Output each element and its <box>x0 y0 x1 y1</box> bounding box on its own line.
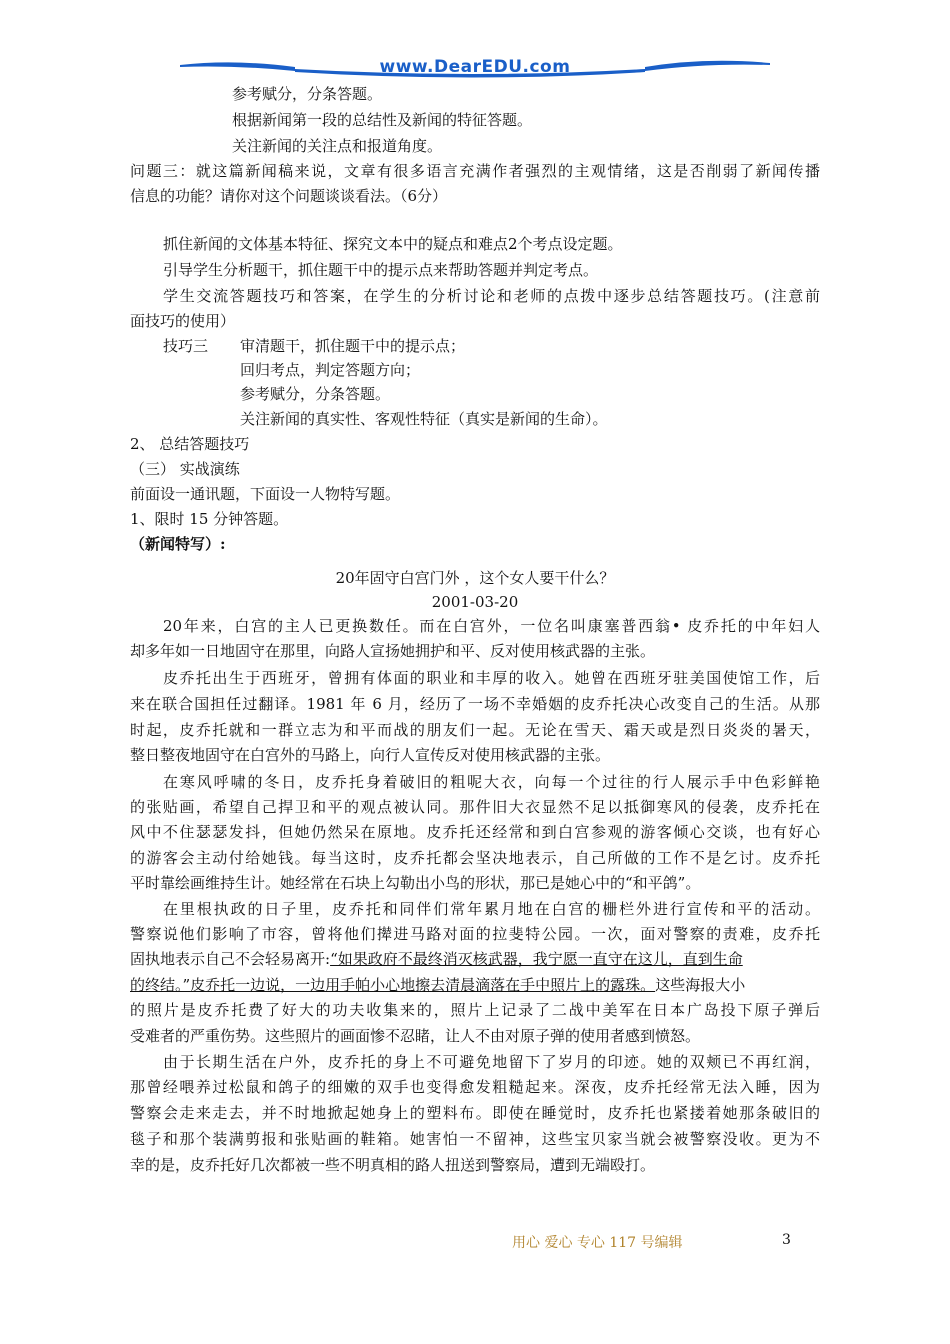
section-heading: 2、 总结答题技巧 <box>130 435 250 453</box>
underlined-quote: “如果政府不最终消灭核武器，我宁愿一直守在这儿，直到生命 <box>330 950 743 968</box>
paragraph-text: 这些海报大小 <box>655 976 746 994</box>
paragraph-line: 受难者的严重伤势。这些照片的画面惨不忍睹，让人不由对原子弹的使用者感到愤怒。 <box>130 1027 701 1045</box>
paragraph-line <box>130 975 820 995</box>
underlined-quote: 的终结。”皮乔托一边说，一边用手帕小心地擦去清晨滴落在手中照片上的露珠。 <box>130 976 656 994</box>
text-line: 1、限时 15 分钟答题。 <box>130 510 289 528</box>
quote-intro: 固执地表示自己不会轻易离开: <box>130 950 331 968</box>
article-title: 20年固守白宫门外 ，这个女人要干什么？ <box>335 569 615 587</box>
text-line: 抓住新闻的文体基本特征、探究文本中的疑点和难点2个考点设定题。 <box>163 235 623 253</box>
paragraph-line: 在寒风呼啸的冬日，皮乔托身着破旧的粗呢大衣，向每一个过往的行人展示手中色彩鲜艳 <box>163 773 820 791</box>
text-line: 面技巧的使用） <box>130 312 236 330</box>
paragraph-line: 的张贴画，希望自己捍卫和平的观点被认同。那件旧大衣显然不足以抵御寒风的侵袭，皮乔托在 <box>130 798 820 816</box>
article-date: 2001-03-20 <box>431 593 519 611</box>
paragraph-line: 幸的是，皮乔托好几次都被一些不明真相的路人扭送到警察局，遭到无端殴打。 <box>130 1156 656 1174</box>
paragraph-line: 整日整夜地固守在白宫外的马路上，向行人宣传反对使用核武器的主张。 <box>130 746 611 764</box>
paragraph-line: 的照片是皮乔托费了好大的功夫收集来的，照片上记录了二战中美军在日本广岛投下原子弹后 <box>130 1001 820 1019</box>
text-line: 审清题干，抓住题干中的提示点； <box>240 337 466 355</box>
paragraph-line: 平时靠绘画维持生计。她经常在石块上勾勒出小鸟的形状，那已是她心中的“和平鸽”。 <box>130 874 701 892</box>
paragraph-line: 来在联合国担任过翻译。1981 年 6 月，经历了一场不幸婚姻的皮乔托决心改变自己的生活。从那 <box>130 695 820 713</box>
text-line: 参考赋分，分条答题。 <box>240 385 391 403</box>
question-three: 问题三：就这篇新闻稿来说，文章有很多语言充满作者强烈的主观情绪，这是否削弱了新闻传播 <box>130 162 820 180</box>
paragraph-line: 风中不住瑟瑟发抖，但她仍然呆在原地。皮乔托还经常和到白宫参观的游客倾心交谈，也有好心 <box>130 823 820 841</box>
paragraph-line: 时起，皮乔托就和一群立志为和平而战的朋友们一起。无论在雪天、霜天或是烈日炎炎的暑天， <box>130 721 820 739</box>
paragraph-line: 警察会走来走去，并不时地掀起她身上的塑料布。即使在睡觉时，皮乔托也紧搂着她那条破旧的 <box>130 1104 820 1122</box>
text-line: 学生交流答题技巧和答案，在学生的分析讨论和老师的点拨中逐步总结答题技巧。(注意前 <box>163 287 820 305</box>
paragraph-line: 20年来，白宫的主人已更换数任。而在白宫外，一位名叫康塞普西翁• 皮乔托的中年妇人 <box>163 617 820 635</box>
paragraph-line: 皮乔托出生于西班牙，曾拥有体面的职业和丰厚的收入。她曾在西班牙驻美国使馆工作，后 <box>163 669 820 687</box>
text-line: 信息的功能？请你对这个问题谈谈看法。（6分） <box>130 187 448 205</box>
paragraph-line: 警察说他们影响了市容，曾将他们撵进马路对面的拉斐特公园。一次，面对警察的责难，皮乔托 <box>130 925 820 943</box>
text-line: 回归考点，判定答题方向； <box>240 361 421 379</box>
paragraph-line: 毯子和那个装满剪报和张贴画的鞋箱。她害怕一不留神，这些宝贝家当就会被警察没收。更为不 <box>130 1130 820 1148</box>
paragraph-line: 却多年如一日地固守在那里，向路人宣扬她拥护和平、反对使用核武器的主张。 <box>130 642 656 660</box>
text-line: 关注新闻的真实性、客观性特征（真实是新闻的生命）。 <box>240 410 608 428</box>
page-number: 3 <box>782 1232 791 1248</box>
section-heading: （三） 实战演练 <box>130 460 240 478</box>
paragraph-line: 那曾经喂养过松鼠和鸽子的细嫩的双手也变得愈发粗糙起来。深夜，皮乔托经常无法入睡，因为 <box>130 1078 820 1096</box>
text-line: 根据新闻第一段的总结性及新闻的特征答题。 <box>232 111 533 129</box>
text-line: 前面设一通讯题，下面设一人物特写题。 <box>130 485 401 503</box>
footer-text: 用心 爱心 专心 117 号编辑 <box>512 1235 683 1251</box>
paragraph-line: 的游客会主动付给她钱。每当这时，皮乔托都会坚决地表示，自己所做的工作不是乞讨。皮乔托 <box>130 849 820 867</box>
paragraph-line <box>130 949 820 969</box>
text-line: 参考赋分，分条答题。 <box>232 85 383 103</box>
news-feature-label: （新闻特写）: <box>130 535 226 553</box>
text-line: 引导学生分析题干，抓住题干中的提示点来帮助答题并判定考点。 <box>163 261 599 279</box>
paragraph-line: 在里根执政的日子里，皮乔托和同伴们常年累月地在白宫的栅栏外进行宣传和平的活动。 <box>163 900 820 918</box>
paragraph-line: 由于长期生活在户外，皮乔托的身上不可避免地留下了岁月的印迹。她的双颊已不再红润， <box>163 1053 820 1071</box>
skill-three-label: 技巧三 <box>163 337 209 355</box>
header-site-name: www.DearEDU.com <box>379 57 571 77</box>
text-line: 关注新闻的关注点和报道角度。 <box>232 137 443 155</box>
